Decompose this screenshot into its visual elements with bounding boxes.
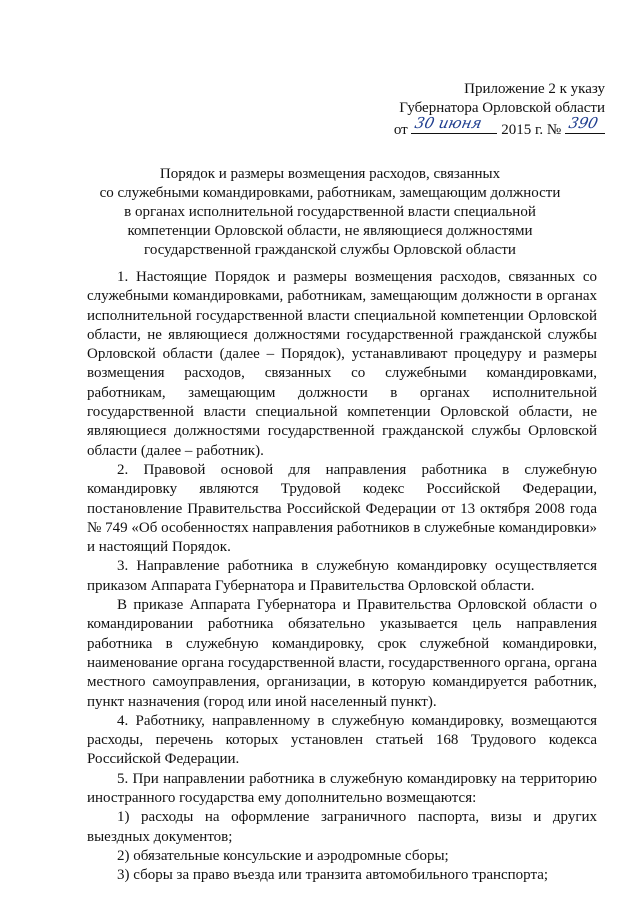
paragraph-4: В приказе Аппарата Губернатора и Правительства Орловской области о командировании работника обязательно указывается цель направления работника в служебную командировку, срок служебной командировки, наименование органа государственной власти, государственного органа, органа местного самоуправления, организации, в которую командируется работник, пункт назначения (город или иной населенный пункт). (87, 597, 597, 710)
appendix-line-1: Приложение 2 к указу (464, 81, 605, 97)
handwritten-number: 390 (567, 114, 600, 132)
title-line-1: Порядок и размеры возмещения расходов, связанных (159, 166, 501, 182)
paragraph-5: 4. Работнику, направленному в служебную командировку, возмещаются расходы, перечень которых установлен статьей 168 Трудового кодекса Российской Федерации. (87, 712, 597, 768)
paragraph-6: 5. При направлении работника в служебную командировку на территорию иностранного государства ему дополнительно возмещаются: (87, 770, 597, 807)
document-body (87, 268, 597, 886)
title-line-5: государственной гражданской службы Орловской области (144, 242, 516, 258)
list-item-1: 1) расходы на оформление заграничного паспорта, визы и других выездных документов; (87, 809, 597, 845)
list-item-3: 3) сборы за право въезда или транзита автомобильного транспорта; (117, 867, 549, 884)
appendix-prefix: от (393, 122, 408, 138)
appendix-header (355, 80, 605, 140)
number-blank (565, 114, 605, 134)
paragraph-3: 3. Направление работника в служебную командировку осуществляется приказом Аппарата Губернатора и Правительства Орловской области. (87, 558, 597, 594)
date-blank (411, 114, 497, 134)
title-line-4: компетенции Орловской области, не являющиеся должностями (127, 223, 533, 239)
appendix-year: 2015 г. № (501, 122, 562, 138)
appendix-line-2: Губернатора Орловской области (399, 100, 605, 116)
title-line-2: со служебными командировками, работникам, замещающим должности (99, 185, 561, 201)
appendix-line-3 (355, 114, 605, 140)
handwritten-date: 30 июня (413, 114, 485, 132)
paragraph-2: 2. Правовой основой для направления работника в служебную командировку являются Трудовой кодекс Российской Федерации, постановление Правительства Российской Федерации от 13 октября 2008 года № 749 «Об особенностях направления работников в служебные командировки» и настоящий Порядок. (87, 461, 597, 556)
paragraph-1: 1. Настоящие Порядок и размеры возмещения расходов, связанных со служебными командировками, работникам, замещающим должности в органах исполнительной государственной власти специальной компетенции Орловской области, не являющиеся должностями государственной гражданской службы Орловской области (далее – Порядок), устанавливают процедуру и размеры возмещения расходов, связанных со служебными командировками, работникам, замещающим должности в органах исполнительной государственной власти специальной компетенции Орловской области, не являющиеся должностями государственной гражданской службы Орловской области (далее – работник). (87, 269, 597, 459)
document-title (95, 165, 565, 260)
title-line-3: в органах исполнительной государственной власти специальной (124, 204, 536, 220)
list-item-2: 2) обязательные консульские и аэродромные сборы; (117, 847, 449, 864)
